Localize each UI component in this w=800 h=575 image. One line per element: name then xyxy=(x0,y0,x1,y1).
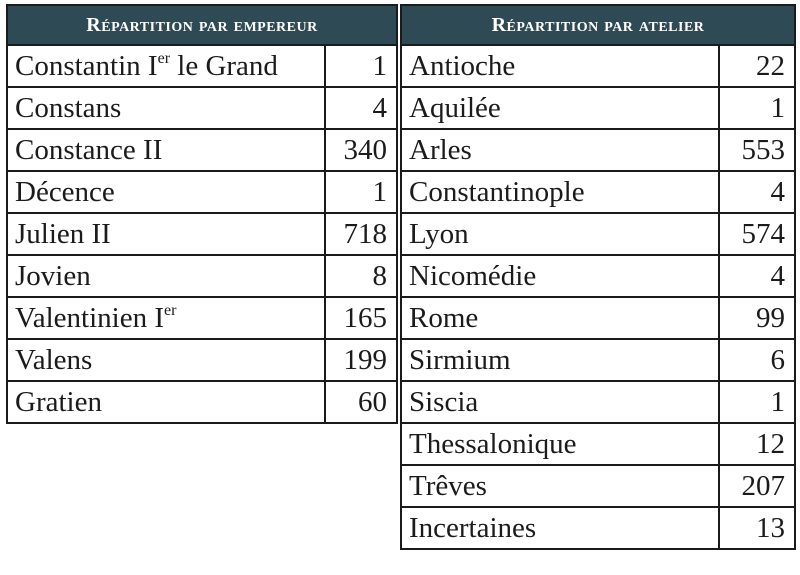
emperor-name-cell xyxy=(7,339,325,381)
workshop-name-cell xyxy=(401,339,719,381)
workshop-name-cell xyxy=(401,171,719,213)
emperor-name-cell xyxy=(7,255,325,297)
workshop-count: 553 xyxy=(719,129,795,171)
workshop-count: 12 xyxy=(719,423,795,465)
workshop-row xyxy=(401,423,795,465)
workshop-row xyxy=(401,339,795,381)
emperor-name: Constance II xyxy=(15,134,163,166)
workshop-name: Aquilée xyxy=(409,92,501,124)
emperor-name: Constantin I xyxy=(15,50,158,82)
workshop-count: 4 xyxy=(719,171,795,213)
workshop-table xyxy=(400,4,796,550)
emperor-name: Valens xyxy=(15,344,93,376)
workshop-count: 22 xyxy=(719,45,795,87)
workshop-row xyxy=(401,213,795,255)
emperor-row xyxy=(7,339,397,381)
workshop-name: Thessalonique xyxy=(409,428,577,460)
workshop-name: Siscia xyxy=(409,386,479,418)
workshop-row xyxy=(401,381,795,423)
workshop-name: Constantinople xyxy=(409,176,585,208)
emperor-row xyxy=(7,255,397,297)
workshop-row xyxy=(401,297,795,339)
workshop-name-cell xyxy=(401,381,719,423)
emperor-name: Constans xyxy=(15,92,122,124)
workshop-name-cell xyxy=(401,507,719,549)
workshop-count: 574 xyxy=(719,213,795,255)
workshop-name: Lyon xyxy=(409,218,469,250)
emperor-table-header-row xyxy=(7,5,397,45)
emperor-row xyxy=(7,45,397,87)
emperor-name-cell xyxy=(7,45,325,87)
emperor-count: 165 xyxy=(325,297,397,339)
emperor-name: Valentinien I xyxy=(15,302,164,334)
emperor-name: Julien II xyxy=(15,218,111,250)
emperor-name-cell xyxy=(7,87,325,129)
workshop-row xyxy=(401,45,795,87)
workshop-table-body xyxy=(401,45,795,549)
emperor-name: Décence xyxy=(15,176,115,208)
workshop-name-cell xyxy=(401,297,719,339)
workshop-row xyxy=(401,171,795,213)
workshop-name-cell xyxy=(401,45,719,87)
workshop-count: 13 xyxy=(719,507,795,549)
workshop-name-cell xyxy=(401,213,719,255)
workshop-row xyxy=(401,129,795,171)
emperor-count: 1 xyxy=(325,45,397,87)
emperor-name-cell xyxy=(7,171,325,213)
workshop-count: 6 xyxy=(719,339,795,381)
emperor-table xyxy=(6,4,398,424)
emperor-name-cell xyxy=(7,213,325,255)
emperor-name: Jovien xyxy=(15,260,91,292)
workshop-count: 4 xyxy=(719,255,795,297)
workshop-name: Incertaines xyxy=(409,512,537,544)
workshop-row xyxy=(401,465,795,507)
emperor-name-suffix: le Grand xyxy=(170,50,278,82)
workshop-name: Trêves xyxy=(409,470,487,502)
emperor-row xyxy=(7,297,397,339)
emperor-name-cell xyxy=(7,381,325,423)
emperor-count: 340 xyxy=(325,129,397,171)
emperor-row xyxy=(7,171,397,213)
workshop-name-cell xyxy=(401,255,719,297)
emperor-count: 718 xyxy=(325,213,397,255)
emperor-count: 4 xyxy=(325,87,397,129)
workshop-name: Rome xyxy=(409,302,479,334)
emperor-count: 199 xyxy=(325,339,397,381)
emperor-count: 8 xyxy=(325,255,397,297)
workshop-name: Sirmium xyxy=(409,344,511,376)
workshop-name-cell xyxy=(401,87,719,129)
emperor-name-cell xyxy=(7,297,325,339)
emperor-row xyxy=(7,87,397,129)
workshop-table-header: Répartition par atelier xyxy=(401,5,795,45)
workshop-name-cell xyxy=(401,423,719,465)
emperor-table-header: Répartition par empereur xyxy=(7,5,397,45)
workshop-name: Arles xyxy=(409,134,472,166)
emperor-row xyxy=(7,213,397,255)
workshop-name: Nicomédie xyxy=(409,260,537,292)
emperor-table-body xyxy=(7,45,397,423)
workshop-row xyxy=(401,255,795,297)
workshop-row xyxy=(401,87,795,129)
workshop-row xyxy=(401,507,795,549)
workshop-name-cell xyxy=(401,465,719,507)
emperor-name: Gratien xyxy=(15,386,102,418)
emperor-name-superscript: er xyxy=(157,50,171,67)
workshop-count: 1 xyxy=(719,87,795,129)
workshop-name: Antioche xyxy=(409,50,516,82)
workshop-count: 207 xyxy=(719,465,795,507)
emperor-row xyxy=(7,381,397,423)
emperor-name-superscript: er xyxy=(163,302,177,319)
emperor-row xyxy=(7,129,397,171)
workshop-count: 1 xyxy=(719,381,795,423)
workshop-count: 99 xyxy=(719,297,795,339)
emperor-count: 60 xyxy=(325,381,397,423)
emperor-name-cell xyxy=(7,129,325,171)
emperor-count: 1 xyxy=(325,171,397,213)
workshop-table-header-row xyxy=(401,5,795,45)
workshop-name-cell xyxy=(401,129,719,171)
